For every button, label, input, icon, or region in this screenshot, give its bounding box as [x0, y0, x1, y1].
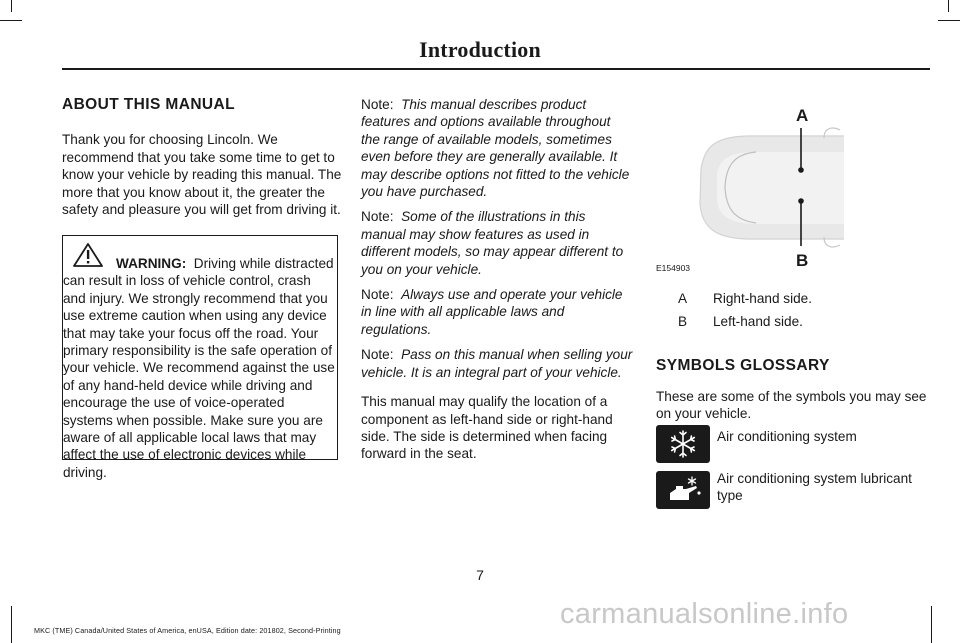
warning-paragraph [63, 255, 337, 481]
crop-mark-top-right [938, 20, 960, 21]
footer-edition: MKC (TME) Canada/United States of America, enUSA, Edition date: 201802, Second-Printing [34, 626, 341, 635]
ac-lubricant-icon [656, 471, 710, 509]
figure-label-a: A [796, 106, 809, 125]
crop-mark-bottom-right [931, 606, 932, 643]
legend-key: A [678, 291, 688, 306]
pointer-a-dot [798, 167, 804, 173]
figure-id: E154903 [656, 263, 691, 273]
legend-value: Left-hand side. [713, 314, 803, 329]
crop-mark-top-left [0, 20, 22, 21]
glossary-intro: These are some of the symbols you may see on your vehicle. [656, 389, 927, 422]
symbol-tile-lubricant [656, 471, 710, 509]
page-title: Introduction [419, 37, 541, 62]
note-3: Note: Always use and operate your vehicle in line with all applicable laws and regulations. [361, 287, 623, 337]
note-4: Note: Pass on this manual when selling your vehicle. It is an integral part of your vehicle. [361, 347, 633, 380]
note-2: Note: Some of the illustrations in this manual may show features as used in different models, so may appear different to you on your vehicle. [361, 209, 624, 277]
page-number: 7 [476, 567, 484, 583]
glossary-heading: SYMBOLS GLOSSARY [656, 357, 830, 374]
warning-box [62, 235, 338, 480]
column-about [62, 96, 342, 218]
watermark: carmanualsonline.info [560, 598, 849, 630]
about-intro: Thank you for choosing Lincoln. We recommend that you take some time to get to know your vehicle by reading this manual. The more that you know about it, the greater the safety and pleasure you will get from driving it. [62, 132, 342, 218]
vehicle-sides-figure [656, 100, 932, 280]
warning-label: WARNING: [116, 256, 187, 271]
crop-mark-top-left-v [11, 0, 12, 12]
pointer-b-dot [798, 198, 804, 204]
figure-label-b: B [796, 251, 809, 270]
header-rule [62, 68, 930, 70]
crop-mark-top-right-v [948, 0, 949, 12]
crop-mark-bottom-left [11, 606, 12, 643]
snowflake-icon [656, 425, 710, 463]
column-notes [361, 96, 633, 463]
legend-value: Right-hand side. [713, 291, 812, 306]
symbol-tile-ac [656, 425, 710, 463]
warning-text: Driving while distracted can result in loss of vehicle control, crash and injury. We strongly recommend that you use extreme caution when using any device that may take your focus off the road. Your primary responsibility is the safe operation of your vehicle. We recommend against the use of any hand-held device while driving and encourage the use of voice-operated systems when possible. Make sure you are aware of all applicable local laws that may affect the use of electronic devices while driving. [63, 256, 335, 480]
legend-key: B [678, 314, 688, 329]
note-1: Note: This manual describes product features and options available throughout the range of available models, sometimes even before they are generally available. It may describe options not fitted to the vehicle you have purchased. [361, 97, 630, 200]
symbol-label-lubricant: Air conditioning system lubricant type [717, 471, 912, 503]
symbol-label-ac: Air conditioning system [717, 429, 857, 444]
location-paragraph: This manual may qualify the location of a component as left-hand side or right-hand side. The side is determined when facing forward in the seat. [361, 394, 613, 462]
about-heading: ABOUT THIS MANUAL [62, 96, 235, 113]
